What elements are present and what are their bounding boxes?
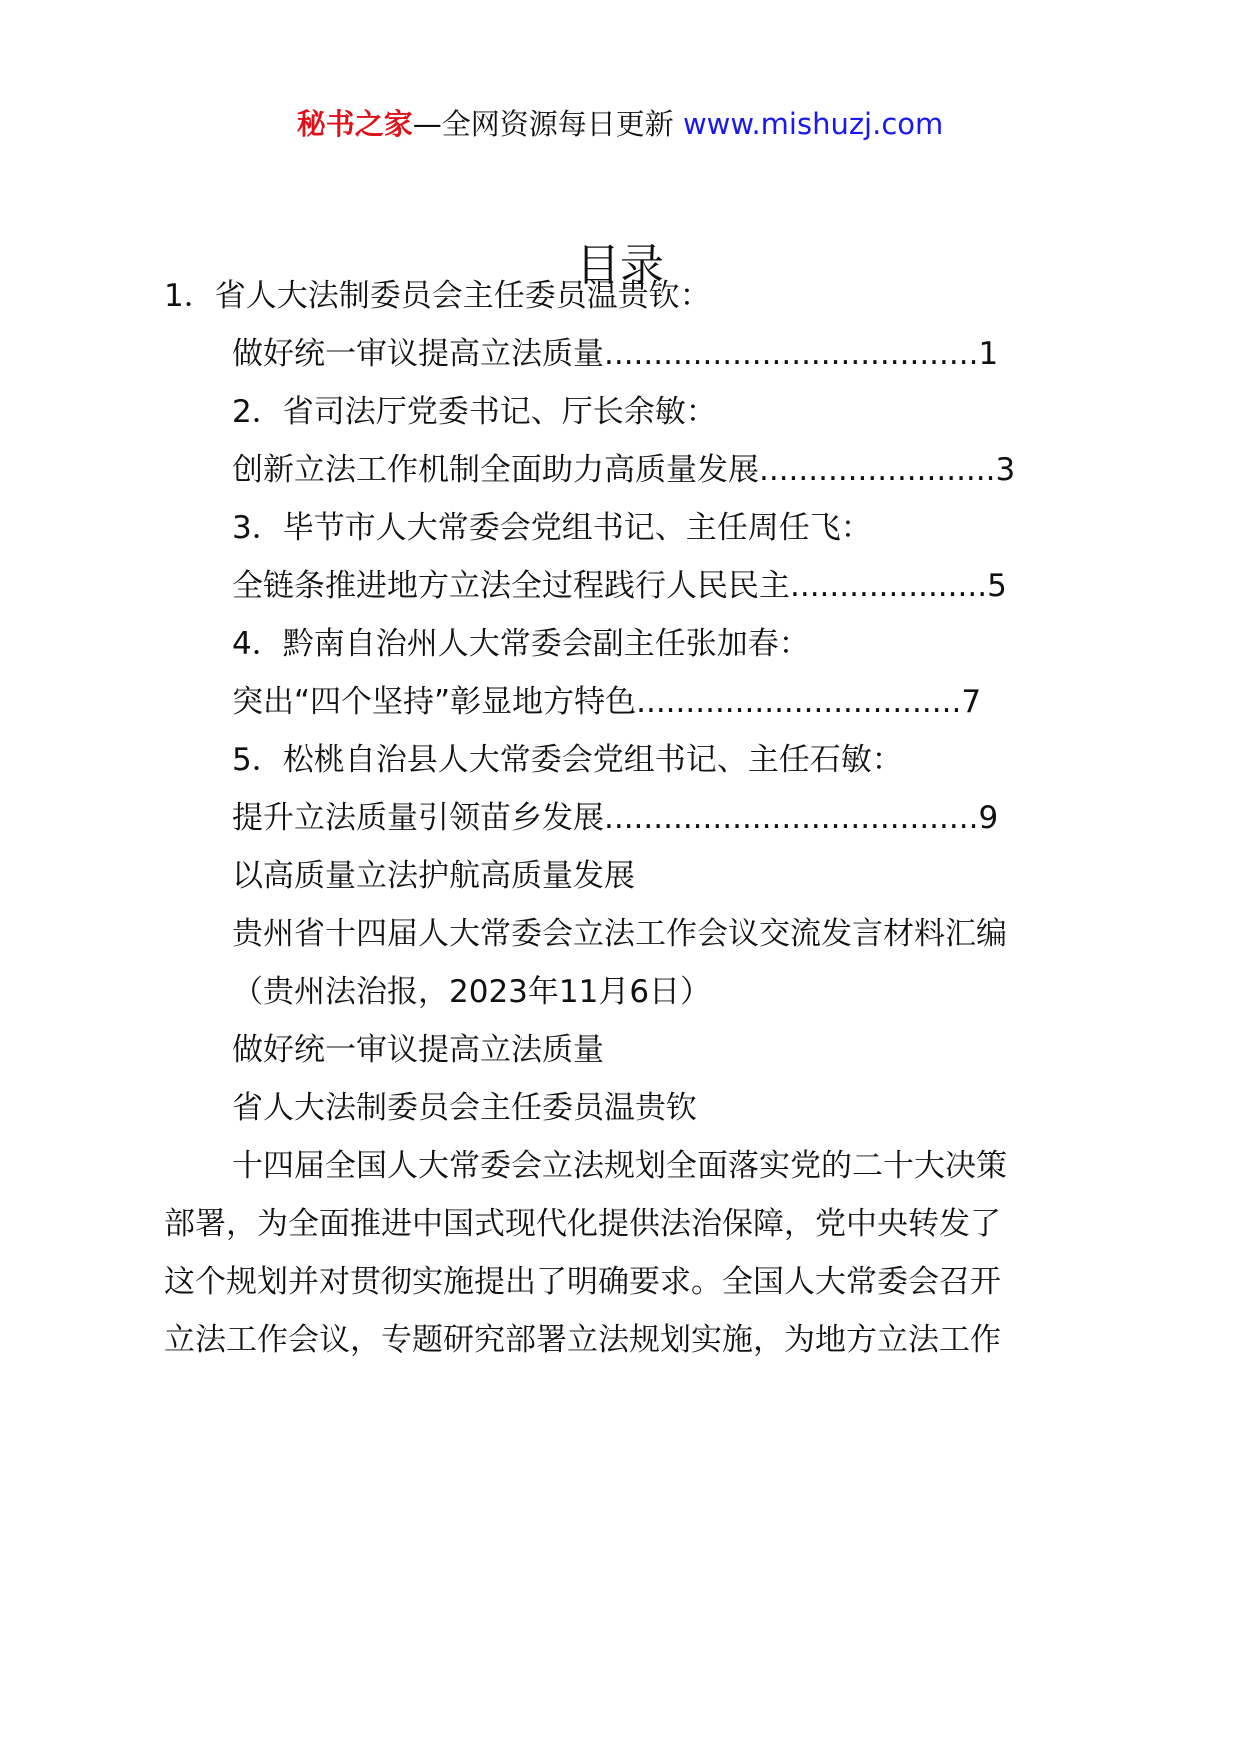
main-title: 以高质量立法护航高质量发展 <box>232 858 635 894</box>
paragraph-line: 这个规划并对贯彻实施提出了明确要求。全国人大常委会召开 <box>164 1264 1001 1300</box>
toc-leader-dots: ........................ <box>759 452 996 488</box>
toc-entry-title: 突出“四个坚持”彰显地方特色 <box>232 684 637 720</box>
site-header <box>0 100 1240 148</box>
toc-entry-line[interactable] <box>232 796 1032 840</box>
source-line: （贵州法治报，2023年11月6日） <box>232 974 712 1010</box>
toc-page-number: 5 <box>987 568 1007 604</box>
article-author: 省人大法制委员会主任委员温贵钦 <box>232 1090 697 1126</box>
toc-title: 目录 <box>576 240 664 291</box>
toc-entry-heading: 5．松桃自治县人大常委会党组书记、主任石敏： <box>232 742 903 778</box>
toc-entry-line[interactable] <box>232 564 1032 608</box>
toc-leader-dots: ...................................... <box>604 336 979 372</box>
article-title: 做好统一审议提高立法质量 <box>232 1032 604 1068</box>
toc-page-number: 1 <box>978 336 999 372</box>
toc-entry-heading: 3．毕节市人大常委会党组书记、主任周任飞： <box>232 510 872 546</box>
collection-title: 贵州省十四届人大常委会立法工作会议交流发言材料汇编 <box>232 916 1007 952</box>
toc-leader-dots: ...................................... <box>604 800 979 836</box>
toc-entry-line[interactable] <box>232 448 1032 492</box>
site-tagline: —全网资源每日更新 <box>412 107 683 141</box>
paragraph-line: 立法工作会议，专题研究部署立法规划实施，为地方立法工作 <box>164 1322 1001 1358</box>
toc-entry-heading: 1．省人大法制委员会主任委员温贵钦： <box>164 278 711 314</box>
toc-entry-title: 做好统一审议提高立法质量 <box>232 336 604 372</box>
toc-entry-line[interactable] <box>232 680 1032 724</box>
toc-page-number: 9 <box>978 800 999 836</box>
toc-entry-title: 全链条推进地方立法全过程践行人民民主 <box>232 568 790 604</box>
toc-page-number: 7 <box>961 684 982 720</box>
toc-leader-dots: ................................. <box>636 684 962 720</box>
paragraph-line: 十四届全国人大常委会立法规划全面落实党的二十大决策 <box>232 1148 1007 1184</box>
toc-entry-title: 提升立法质量引领苗乡发展 <box>232 800 604 836</box>
site-brand: 秘书之家 <box>296 107 413 141</box>
toc-leader-dots: .................... <box>790 568 988 604</box>
toc-page-number: 3 <box>995 452 1016 488</box>
site-url-link[interactable]: www.mishuzj.com <box>682 107 944 141</box>
paragraph-line: 部署，为全面推进中国式现代化提供法治保障，党中央转发了 <box>164 1206 1001 1242</box>
toc-entry-line[interactable] <box>232 332 1032 376</box>
toc-entry-title: 创新立法工作机制全面助力高质量发展 <box>232 452 759 488</box>
toc-entry-heading: 4．黔南自治州人大常委会副主任张加春： <box>232 626 810 662</box>
toc-entry-heading: 2．省司法厅党委书记、厅长余敏： <box>232 394 717 430</box>
